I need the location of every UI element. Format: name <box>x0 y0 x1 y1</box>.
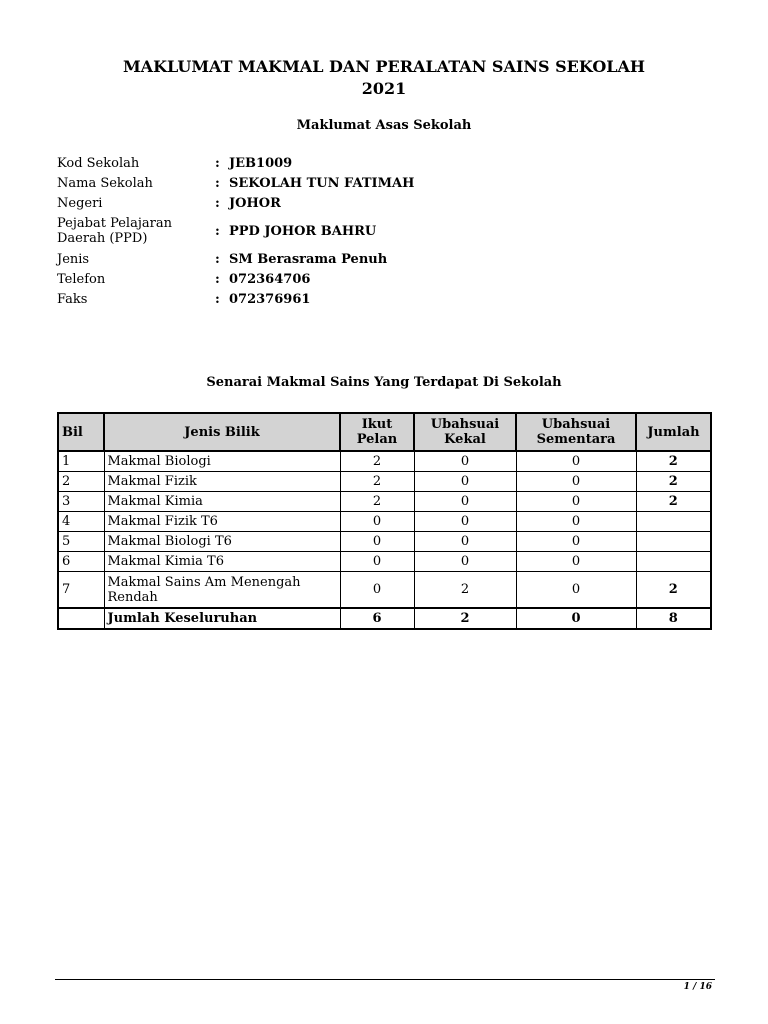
info-row-ppd <box>57 213 414 249</box>
col-header-ubahsuai-sementara: Ubahsuai Sementara <box>516 413 636 451</box>
cell-ikut-pelan: 2 <box>340 472 414 492</box>
cell-ubahsuai-sementara: 0 <box>516 572 636 609</box>
cell-bil: 4 <box>58 512 104 532</box>
cell-bil <box>58 608 104 629</box>
col-header-jenis-bilik: Jenis Bilik <box>104 413 340 451</box>
info-label: Negeri <box>57 195 103 211</box>
table-row <box>58 451 711 472</box>
cell-ubahsuai-kekal: 0 <box>414 532 516 552</box>
lab-table <box>57 412 712 630</box>
cell-ubahsuai-kekal: 0 <box>414 552 516 572</box>
table-row <box>58 552 711 572</box>
table-row <box>58 532 711 552</box>
col-header-jumlah: Jumlah <box>636 413 711 451</box>
cell-ubahsuai-kekal: 0 <box>414 512 516 532</box>
cell-ubahsuai-kekal: 0 <box>414 492 516 512</box>
page-title <box>0 56 768 100</box>
cell-total-ubahsuai-kekal: 2 <box>414 608 516 629</box>
cell-bil: 1 <box>58 451 104 472</box>
info-label: Telefon <box>57 271 106 287</box>
cell-ikut-pelan: 2 <box>340 451 414 472</box>
table-row <box>58 572 711 609</box>
cell-bil: 6 <box>58 552 104 572</box>
info-separator: : <box>215 271 220 287</box>
info-value: JOHOR <box>229 195 281 211</box>
cell-bil: 7 <box>58 572 104 609</box>
cell-jenis-bilik: Makmal Sains Am Menengah Rendah <box>104 572 340 609</box>
info-row-faks <box>57 289 414 309</box>
cell-total-label: Jumlah Keseluruhan <box>104 608 340 629</box>
col-header-ubahsuai-kekal: Ubahsuai Kekal <box>414 413 516 451</box>
info-separator: : <box>215 195 220 211</box>
cell-jumlah: 2 <box>636 451 711 472</box>
section-subtitle-basic-info: Maklumat Asas Sekolah <box>296 118 472 133</box>
info-label: Kod Sekolah <box>57 155 140 171</box>
cell-jenis-bilik: Makmal Kimia T6 <box>104 552 340 572</box>
cell-jenis-bilik: Makmal Biologi <box>104 451 340 472</box>
table-row-total <box>58 608 711 629</box>
cell-ikut-pelan: 2 <box>340 492 414 512</box>
cell-jenis-bilik: Makmal Fizik <box>104 472 340 492</box>
info-row-telefon <box>57 269 414 289</box>
table-row <box>58 492 711 512</box>
cell-ubahsuai-sementara: 0 <box>516 552 636 572</box>
title-line-2: 2021 <box>361 79 407 98</box>
cell-ubahsuai-kekal: 2 <box>414 572 516 609</box>
table-row <box>58 512 711 532</box>
cell-ikut-pelan: 0 <box>340 532 414 552</box>
cell-bil: 3 <box>58 492 104 512</box>
cell-ubahsuai-kekal: 0 <box>414 472 516 492</box>
info-value: 072376961 <box>229 291 311 307</box>
cell-ubahsuai-sementara: 0 <box>516 451 636 472</box>
cell-jumlah: 2 <box>636 472 711 492</box>
info-label: Nama Sekolah <box>57 175 153 191</box>
cell-bil: 2 <box>58 472 104 492</box>
table-row <box>58 472 711 492</box>
cell-jumlah: 2 <box>636 492 711 512</box>
info-row-jenis <box>57 249 414 269</box>
cell-total-jumlah: 8 <box>636 608 711 629</box>
cell-jenis-bilik: Makmal Kimia <box>104 492 340 512</box>
info-label: Faks <box>57 291 88 307</box>
cell-ikut-pelan: 0 <box>340 552 414 572</box>
cell-jumlah <box>636 552 711 572</box>
section-title-lab-list: Senarai Makmal Sains Yang Terdapat Di Sekolah <box>206 375 562 390</box>
info-separator: : <box>215 223 220 239</box>
cell-jumlah <box>636 512 711 532</box>
cell-ubahsuai-kekal: 0 <box>414 451 516 472</box>
col-header-bil: Bil <box>58 413 104 451</box>
col-header-ikut-pelan: Ikut Pelan <box>340 413 414 451</box>
cell-jenis-bilik: Makmal Fizik T6 <box>104 512 340 532</box>
info-label: Jenis <box>57 251 90 267</box>
cell-bil: 5 <box>58 532 104 552</box>
lab-table-header <box>58 413 711 451</box>
info-separator: : <box>215 291 220 307</box>
cell-ikut-pelan: 0 <box>340 572 414 609</box>
info-value: 072364706 <box>229 271 311 287</box>
cell-ikut-pelan: 0 <box>340 512 414 532</box>
info-row-nama-sekolah <box>57 173 414 193</box>
cell-jenis-bilik: Makmal Biologi T6 <box>104 532 340 552</box>
school-info-table <box>57 153 414 309</box>
cell-jumlah: 2 <box>636 572 711 609</box>
info-value: SEKOLAH TUN FATIMAH <box>229 175 415 191</box>
footer-divider <box>55 979 715 980</box>
cell-ubahsuai-sementara: 0 <box>516 532 636 552</box>
info-label: Pejabat Pelajaran Daerah (PPD) <box>57 216 172 246</box>
info-value: PPD JOHOR BAHRU <box>229 223 377 239</box>
info-separator: : <box>215 155 220 171</box>
cell-ubahsuai-sementara: 0 <box>516 512 636 532</box>
page-indicator: 1 / 16 <box>683 982 712 992</box>
info-value: JEB1009 <box>229 155 293 171</box>
cell-total-ubahsuai-sementara: 0 <box>516 608 636 629</box>
cell-ubahsuai-sementara: 0 <box>516 472 636 492</box>
info-row-negeri <box>57 193 414 213</box>
cell-total-ikut-pelan: 6 <box>340 608 414 629</box>
info-separator: : <box>215 175 220 191</box>
title-line-1: MAKLUMAT MAKMAL DAN PERALATAN SAINS SEKOLAH <box>122 57 646 76</box>
info-row-kod-sekolah <box>57 153 414 173</box>
info-separator: : <box>215 251 220 267</box>
info-value: SM Berasrama Penuh <box>229 251 388 267</box>
cell-jumlah <box>636 532 711 552</box>
cell-ubahsuai-sementara: 0 <box>516 492 636 512</box>
